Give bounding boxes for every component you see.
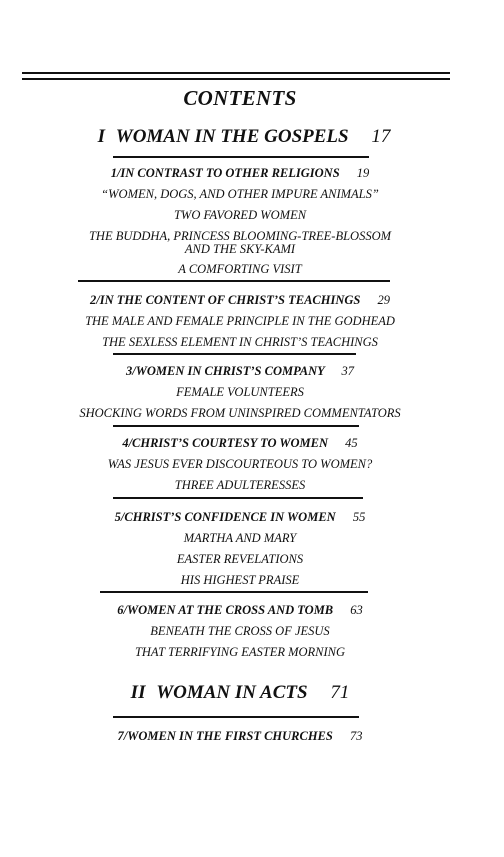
chapter-label: 2/IN THE CONTENT OF CHRIST’S TEACHINGS: [90, 293, 361, 307]
chapter-label: 7/WOMEN IN THE FIRST CHURCHES: [117, 729, 333, 743]
section-title: THREE ADULTERESSES: [174, 478, 306, 492]
chapter-page: 37: [341, 364, 354, 378]
section-title: FEMALE VOLUNTEERS: [176, 385, 304, 399]
chapter-heading: [0, 604, 492, 617]
page-title: CONTENTS: [183, 86, 297, 110]
part-numeral: I: [97, 126, 106, 147]
chapter-heading: [0, 294, 492, 307]
divider: [113, 425, 359, 427]
part-label: WOMAN IN ACTS: [156, 682, 308, 703]
top-rule-2: [22, 78, 450, 80]
section-title: “WOMEN, DOGS, AND OTHER IMPURE ANIMALS”: [101, 187, 379, 201]
section-title: THE MALE AND FEMALE PRINCIPLE IN THE GODHEAD: [85, 314, 395, 328]
part-numeral: II: [130, 682, 146, 703]
divider: [113, 156, 369, 158]
chapter-heading: [0, 167, 492, 180]
section-title: TWO FAVORED WOMEN: [173, 208, 307, 222]
chapter-page: 29: [377, 293, 390, 307]
section-title: EASTER REVELATIONS: [176, 552, 304, 566]
chapter-page: 19: [356, 166, 370, 180]
section-title: WAS JESUS EVER DISCOURTEOUS TO WOMEN?: [107, 457, 373, 471]
chapter-page: 55: [352, 510, 366, 524]
part-page: 17: [371, 126, 391, 147]
section-title: THAT TERRIFYING EASTER MORNING: [134, 645, 346, 659]
section-title: THE SEXLESS ELEMENT IN CHRIST’S TEACHINGS: [102, 335, 378, 349]
chapter-label: 6/WOMEN AT THE CROSS AND TOMB: [117, 603, 334, 617]
section-title: SHOCKING WORDS FROM UNINSPIRED COMMENTATORS: [79, 406, 401, 420]
part-page: 71: [330, 682, 350, 703]
chapter-page: 63: [350, 603, 363, 617]
chapter-heading: [0, 511, 492, 524]
chapter-heading: [0, 730, 492, 743]
chapter-label: 4/CHRIST’S COURTESY TO WOMEN: [122, 436, 329, 450]
section-title: BENEATH THE CROSS OF JESUS: [150, 624, 330, 638]
section-title: MARTHA AND MARY: [183, 531, 297, 545]
chapter-label: 5/CHRIST’S CONFIDENCE IN WOMEN: [114, 510, 336, 524]
top-rule-1: [22, 72, 450, 74]
chapter-label: 3/WOMEN IN CHRIST’S COMPANY: [126, 364, 325, 378]
section-title: HIS HIGHEST PRAISE: [180, 573, 300, 587]
divider: [100, 591, 368, 593]
chapter-label: 1/IN CONTRAST TO OTHER RELIGIONS: [110, 166, 340, 180]
divider: [113, 716, 359, 718]
section-title: THE BUDDHA, PRINCESS BLOOMING-TREE-BLOSSOM: [88, 229, 392, 243]
part-label: WOMAN IN THE GOSPELS: [115, 126, 349, 147]
divider: [113, 497, 363, 499]
part-heading: [0, 127, 496, 146]
chapter-page: 73: [349, 729, 363, 743]
divider: [113, 353, 356, 355]
section-title: A COMFORTING VISIT: [178, 262, 302, 276]
chapter-page: 45: [345, 436, 358, 450]
section-title: AND THE SKY-KAMI: [184, 242, 296, 256]
divider: [78, 280, 390, 282]
chapter-heading: [0, 365, 492, 378]
chapter-heading: [0, 437, 492, 450]
part-heading: [0, 683, 492, 702]
